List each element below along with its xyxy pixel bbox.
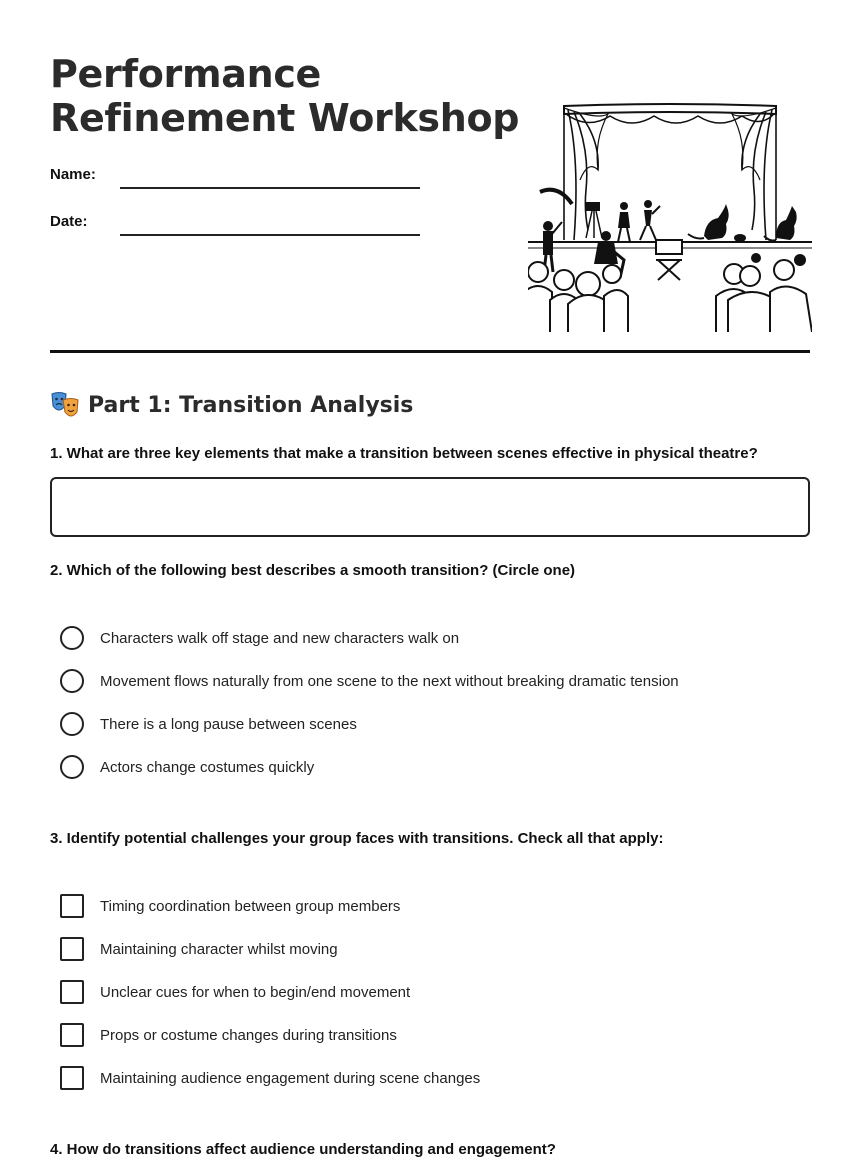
q3-option-1[interactable] (60, 893, 400, 919)
q3-option-2[interactable] (60, 936, 338, 962)
question-1: 1. What are three key elements that make a transition between scenes effective in physical theatre? (50, 445, 758, 462)
name-label: Name: (50, 166, 96, 183)
q3-option-5-label: Maintaining audience engagement during scene changes (100, 1069, 481, 1087)
section-divider (50, 350, 810, 353)
date-label: Date: (50, 213, 88, 230)
q3-option-3[interactable] (60, 979, 410, 1005)
checkbox[interactable] (60, 894, 84, 918)
question-2: 2. Which of the following best describes a smooth transition? (Circle one) (50, 562, 576, 579)
question-1-answer-box[interactable] (50, 477, 810, 537)
question-3: 3. Identify potential challenges your group faces with transitions. Check all that apply: (50, 830, 664, 847)
q2-option-2[interactable] (60, 668, 679, 694)
question-4: 4. How do transitions affect audience understanding and engagement? (50, 1141, 556, 1158)
q2-option-1[interactable] (60, 625, 459, 651)
q3-option-4-label: Props or costume changes during transitions (100, 1026, 397, 1044)
q2-option-3-label: There is a long pause between scenes (100, 715, 357, 733)
section-1-heading (50, 388, 413, 422)
checkbox[interactable] (60, 1023, 84, 1047)
q2-option-1-label: Characters walk off stage and new characters walk on (100, 629, 460, 647)
q3-option-3-label: Unclear cues for when to begin/end movement (100, 983, 411, 1001)
name-field-row (50, 166, 420, 196)
q2-option-4[interactable] (60, 754, 314, 780)
q2-option-2-label: Movement flows naturally from one scene to the next without breaking dramatic tension (100, 672, 679, 690)
radio-circle[interactable] (60, 669, 84, 693)
q2-option-3[interactable] (60, 711, 357, 737)
date-field[interactable] (120, 234, 420, 236)
q3-option-5[interactable] (60, 1065, 480, 1091)
section-1-title: Part 1: Transition Analysis (88, 392, 414, 418)
radio-circle[interactable] (60, 712, 84, 736)
q3-option-2-label: Maintaining character whilst moving (100, 940, 338, 958)
theatre-stage-illustration (528, 100, 812, 332)
page-title (50, 52, 519, 140)
radio-circle[interactable] (60, 626, 84, 650)
name-field[interactable] (120, 187, 420, 189)
checkbox[interactable] (60, 937, 84, 961)
radio-circle[interactable] (60, 755, 84, 779)
date-field-row (50, 213, 420, 243)
q2-option-4-label: Actors change costumes quickly (100, 758, 315, 776)
q3-option-1-label: Timing coordination between group members (100, 897, 401, 915)
title-line-2: Refinement Workshop (50, 96, 520, 140)
checkbox[interactable] (60, 1066, 84, 1090)
title-line-1: Performance (50, 52, 322, 96)
checkbox[interactable] (60, 980, 84, 1004)
q3-option-4[interactable] (60, 1022, 397, 1048)
theatre-masks-icon (50, 390, 80, 420)
